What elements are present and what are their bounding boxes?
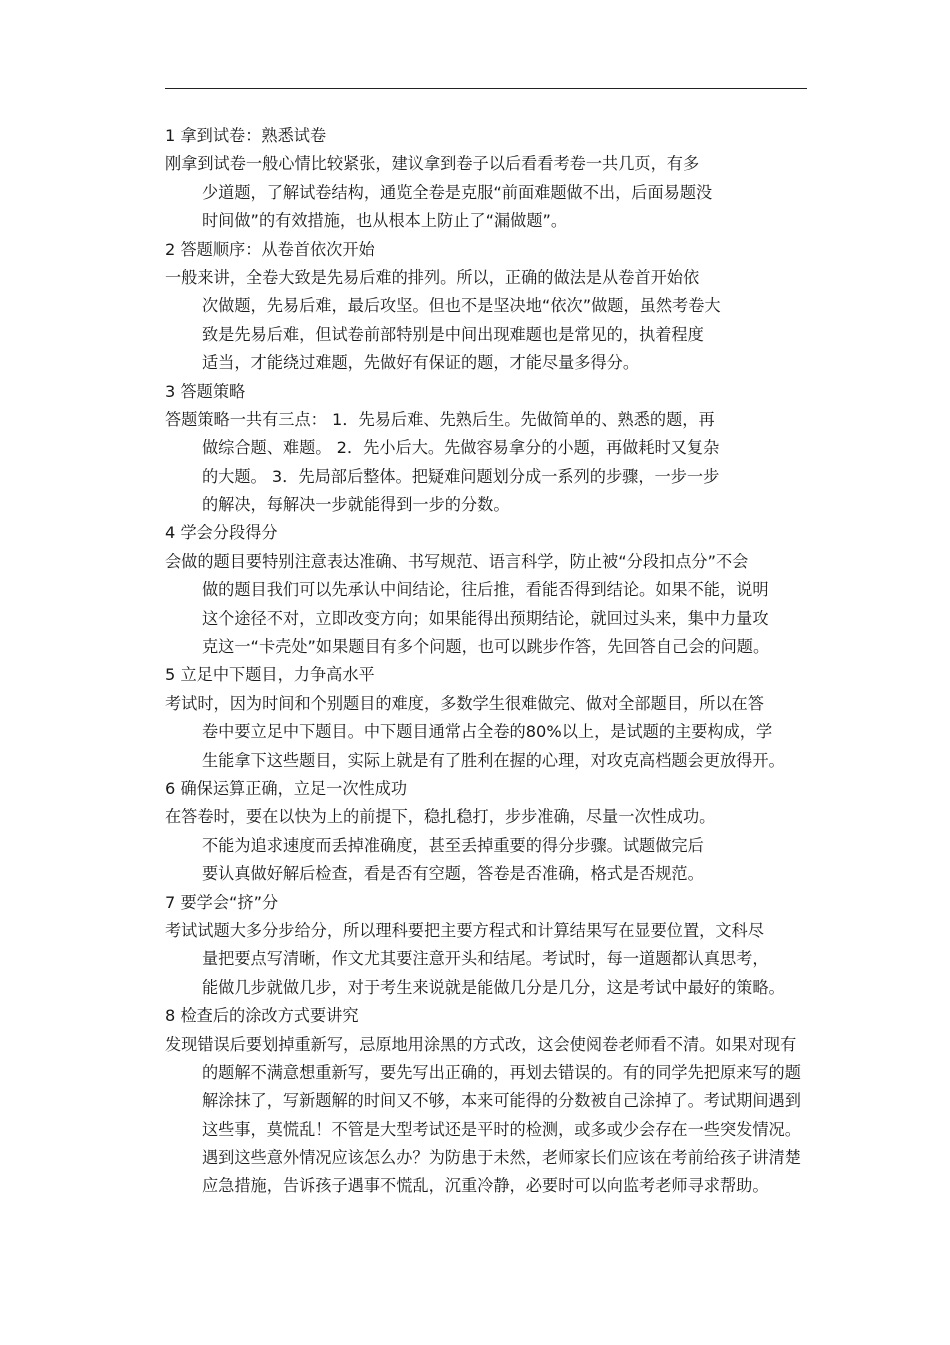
paragraph-line: 考试时，因为时间和个别题目的难度，多数学生很难做完、做对全部题目，所以在答 [165, 693, 764, 713]
paragraph-line: 的大题。 3．先局部后整体。把疑难问题划分成一系列的步骤，一步一步 [202, 466, 720, 486]
paragraph-line: 时间做”的有效措施，也从根本上防止了“漏做题”。 [202, 211, 568, 231]
section-heading: 8 检查后的涂改方式要讲究 [165, 1006, 359, 1026]
paragraph-line: 要认真做好解后检查，看是否有空题，答卷是否准确，格式是否规范。 [202, 864, 704, 884]
paragraph-line: 这些事，莫慌乱！不管是大型考试还是平时的检测，或多或少会存在一些突发情况。 [202, 1119, 801, 1139]
paragraph-line: 在答卷时，要在以快为上的前提下，稳扎稳打，步步准确，尽量一次性成功。 [165, 807, 716, 827]
paragraph-line: 一般来讲，全卷大致是先易后难的排列。所以，正确的做法是从卷首开始依 [165, 267, 700, 287]
section-heading: 1 拿到试卷：熟悉试卷 [165, 126, 327, 145]
document-body [165, 122, 830, 1201]
paragraph-line: 考试试题大多分步给分，所以理科要把主要方程式和计算结果写在显要位置，文科尽 [165, 920, 764, 940]
section-heading: 3 答题策略 [165, 381, 246, 401]
section-heading: 2 答题顺序：从卷首依次开始 [165, 239, 375, 259]
paragraph-line: 会做的题目要特别注意表达准确、书写规范、语言科学，防止被“分段扣点分”不会 [165, 551, 749, 571]
header-rule [165, 88, 807, 89]
paragraph-line: 遇到这些意外情况应该怎么办？为防患于未然，老师家长们应该在考前给孩子讲清楚 [202, 1148, 801, 1168]
paragraph-line: 不能为追求速度而丢掉准确度，甚至丢掉重要的得分步骤。试题做完后 [202, 835, 704, 855]
paragraph-line: 的解决，每解决一步就能得到一步的分数。 [202, 495, 510, 515]
paragraph-line: 克这一“卡壳处”如果题目有多个问题，也可以跳步作答，先回答自己会的问题。 [202, 637, 770, 657]
paragraph-line: 致是先易后难，但试卷前部特别是中间出现难题也是常见的，执着程度 [202, 324, 704, 344]
paragraph-line: 的题解不满意想重新写，要先写出正确的，再划去错误的。有的同学先把原来写的题 [202, 1062, 801, 1082]
paragraph-line: 做综合题、难题。 2．先小后大。先做容易拿分的小题，再做耗时又复杂 [202, 438, 720, 458]
paragraph-line: 少道题，了解试卷结构，通览全卷是克服“前面难题做不出，后面易题没 [202, 182, 713, 202]
paragraph-line: 应急措施，告诉孩子遇事不慌乱，沉重冷静，必要时可以向监考老师寻求帮助。 [202, 1176, 769, 1196]
paragraph-line: 次做题，先易后难，最后攻坚。但也不是坚决地“依次”做题，虽然考卷大 [202, 296, 721, 316]
section-heading: 6 确保运算正确，立足一次性成功 [165, 778, 408, 798]
paragraph-line: 量把要点写清晰，作文尤其要注意开头和结尾。考试时，每一道题都认真思考， [202, 949, 769, 969]
paragraph-line: 解涂抹了，写新题解的时间又不够，本来可能得的分数被自己涂掉了。考试期间遇到 [202, 1091, 801, 1111]
paragraph-line: 刚拿到试卷一般心情比较紧张，建议拿到卷子以后看看考卷一共几页，有多 [165, 154, 700, 174]
paragraph-line: 卷中要立足中下题目。中下题目通常占全卷的80%以上，是试题的主要构成，学 [202, 722, 773, 742]
paragraph-line: 适当，才能绕过难题，先做好有保证的题，才能尽量多得分。 [202, 353, 640, 373]
paragraph-line: 生能拿下这些题目，实际上就是有了胜利在握的心理，对攻克高档题会更放得开。 [202, 750, 785, 770]
paragraph-line: 能做几步就做几步，对于考生来说就是能做几分是几分，这是考试中最好的策略。 [202, 977, 785, 997]
section-heading: 4 学会分段得分 [165, 523, 278, 543]
paragraph-line: 做的题目我们可以先承认中间结论，往后推，看能否得到结论。如果不能，说明 [202, 580, 769, 600]
paragraph-line: 发现错误后要划掉重新写，忌原地用涂黑的方式改，这会使阅卷老师看不清。如果对现有 [165, 1034, 797, 1054]
section-heading: 5 立足中下题目，力争高水平 [165, 665, 375, 685]
paragraph-line: 答题策略一共有三点： 1．先易后难、先熟后生。先做简单的、熟悉的题，再 [165, 409, 715, 429]
section-heading: 7 要学会“挤”分 [165, 892, 279, 912]
paragraph-line: 这个途径不对，立即改变方向；如果能得出预期结论，就回过头来，集中力量攻 [202, 608, 769, 628]
